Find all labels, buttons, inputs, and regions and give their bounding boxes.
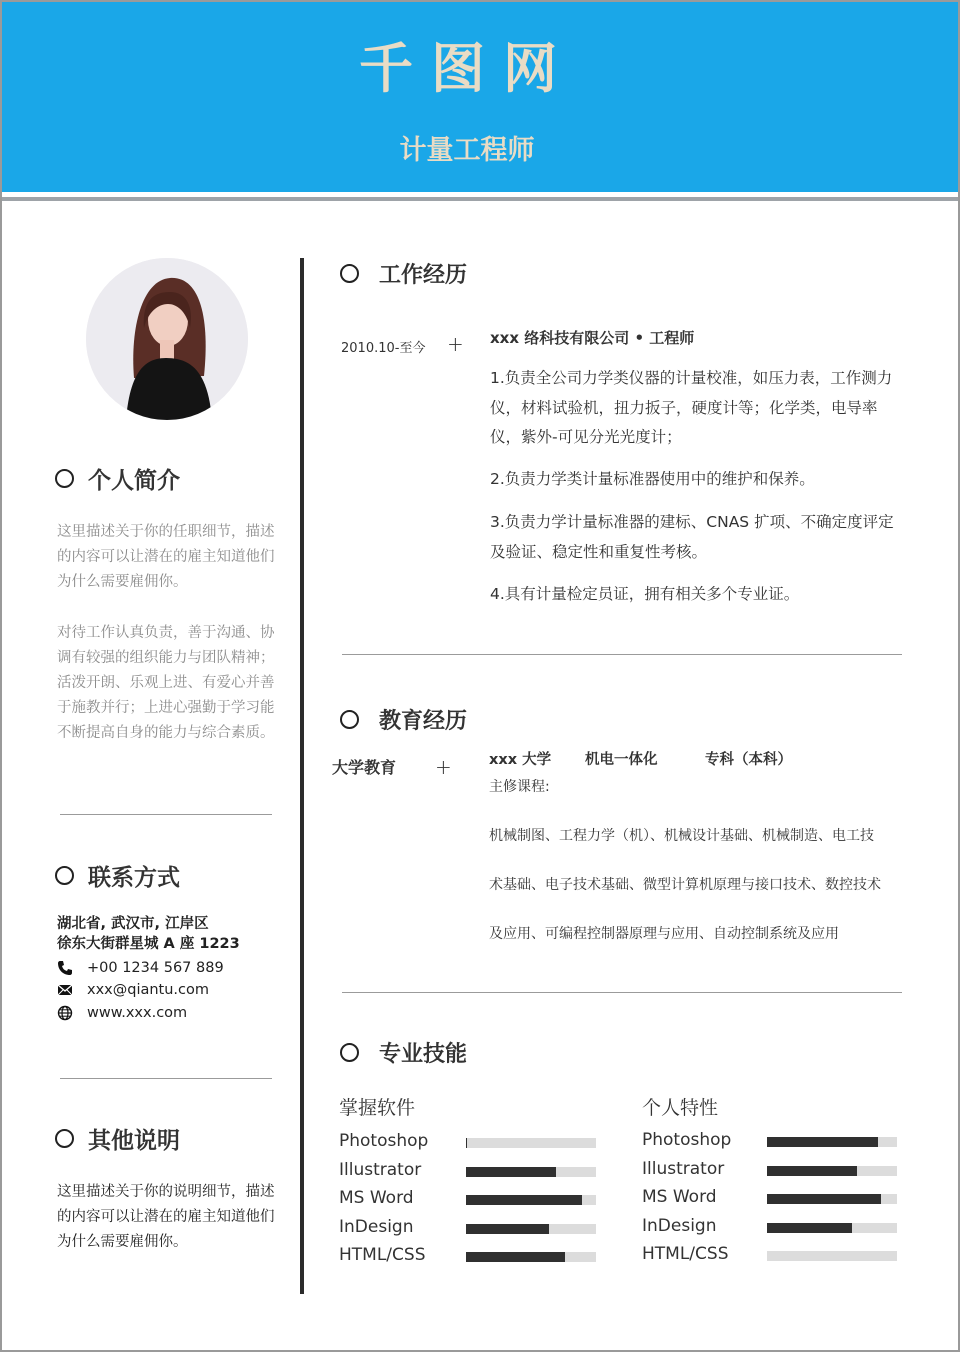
skill-bar-track bbox=[466, 1224, 596, 1234]
education-label: 大学教育 bbox=[332, 758, 397, 777]
phone-icon bbox=[57, 960, 73, 976]
skill-bar-fill bbox=[466, 1138, 467, 1148]
skill-bar-fill bbox=[466, 1224, 549, 1234]
contact-title: 联系方式 bbox=[88, 865, 180, 891]
skill-bar-fill bbox=[767, 1166, 857, 1176]
skill-bar-track bbox=[767, 1166, 897, 1176]
column-divider bbox=[300, 258, 304, 1294]
skill-bar-fill bbox=[767, 1223, 852, 1233]
profile-section-heading bbox=[55, 462, 180, 495]
skill-name: Photoshop bbox=[642, 1130, 732, 1150]
email-address[interactable]: xxx@qiantu.com bbox=[87, 982, 210, 998]
skill-bar-fill bbox=[466, 1252, 565, 1262]
skill-bar-track bbox=[767, 1223, 897, 1233]
header-role: 计量工程师 bbox=[399, 135, 535, 166]
skill-name: Photoshop bbox=[339, 1131, 429, 1151]
education-course-line: 术基础、电子技术基础、微型计算机原理与接口技术、数控技术 bbox=[489, 877, 881, 893]
skill-bar-fill bbox=[466, 1195, 582, 1205]
header-underline bbox=[2, 197, 958, 201]
education-plus: + bbox=[435, 755, 452, 779]
job-duty-3: 3.负责力学计量标准器的建标、CNAS 扩项、不确定度评定及验证、稳定性和重复性考核。 bbox=[490, 513, 894, 561]
contact-section-heading bbox=[55, 859, 180, 892]
skill-name: MS Word bbox=[339, 1188, 414, 1208]
circle-bullet-icon bbox=[340, 710, 359, 729]
education-section-heading bbox=[340, 704, 467, 735]
skill-bar-track bbox=[466, 1167, 596, 1177]
other-title: 其他说明 bbox=[88, 1128, 180, 1154]
contact-divider bbox=[60, 1078, 272, 1079]
website-row bbox=[57, 1005, 187, 1021]
skill-bar-fill bbox=[466, 1167, 556, 1177]
skill-name: InDesign bbox=[339, 1216, 414, 1237]
other-text: 这里描述关于你的说明细节，描述的内容可以让潜在的雇主知道他们为什么需要雇佣你。 bbox=[57, 1184, 275, 1250]
skill-bar-track bbox=[767, 1194, 897, 1204]
address-line-1: 湖北省, 武汉市, 江岸区 bbox=[57, 916, 209, 932]
work-divider bbox=[342, 654, 902, 655]
circle-bullet-icon bbox=[340, 264, 359, 283]
software-column-title: 掌握软件 bbox=[339, 1097, 416, 1119]
profile-paragraph-1: 这里描述关于你的任职细节，描述的内容可以让潜在的雇主知道他们为什么需要雇佣你。 bbox=[57, 524, 275, 590]
header-name: 千图网 bbox=[359, 37, 575, 100]
envelope-icon bbox=[57, 982, 73, 998]
skill-name: Illustrator bbox=[642, 1158, 725, 1179]
job-duty-4: 4.具有计量检定员证，拥有相关多个专业证。 bbox=[490, 585, 800, 603]
skill-bar-track bbox=[767, 1251, 897, 1261]
job-duty-2: 2.负责力学类计量标准器使用中的维护和保养。 bbox=[490, 470, 815, 488]
skill-bar-track bbox=[466, 1252, 596, 1262]
education-courses-label: 主修课程: bbox=[489, 779, 550, 795]
phone-row bbox=[57, 960, 224, 976]
traits-column-title: 个人特性 bbox=[642, 1097, 719, 1119]
work-title: 工作经历 bbox=[379, 263, 468, 288]
circle-bullet-icon bbox=[340, 1043, 359, 1062]
job-plus: + bbox=[447, 332, 464, 356]
skill-bar-track bbox=[466, 1195, 596, 1205]
job-date: 2010.10-至今 bbox=[341, 341, 426, 356]
skill-name: MS Word bbox=[642, 1187, 717, 1207]
globe-icon bbox=[57, 1005, 73, 1021]
skills-section-heading bbox=[340, 1037, 467, 1068]
skill-bar-track bbox=[466, 1138, 596, 1148]
skill-name: HTML/CSS bbox=[642, 1244, 729, 1264]
skills-title: 专业技能 bbox=[379, 1042, 468, 1067]
address-line-2: 徐东大街群星城 A 座 1223 bbox=[57, 936, 240, 952]
other-section-heading bbox=[55, 1122, 180, 1155]
job-company-title: xxx 络科技有限公司 • 工程师 bbox=[490, 329, 695, 347]
education-course-line: 及应用、可编程控制器原理与应用、自动控制系统及应用 bbox=[489, 926, 839, 942]
skill-bar-fill bbox=[767, 1137, 878, 1147]
website-url[interactable]: www.xxx.com bbox=[87, 1005, 188, 1021]
education-school: xxx 大学 bbox=[489, 752, 552, 768]
profile-title: 个人简介 bbox=[88, 468, 180, 494]
skill-name: HTML/CSS bbox=[339, 1245, 426, 1265]
job-duty-1: 1.负责全公司力学类仪器的计量校准，如压力表，工作测力仪，材料试验机，扭力扳子，硬度计等；化学类，电导率仪，紫外-可见分光光度计； bbox=[490, 369, 893, 446]
profile-divider bbox=[60, 814, 272, 815]
email-row bbox=[57, 982, 209, 998]
avatar-portrait bbox=[86, 258, 248, 420]
education-course-line: 机械制图、工程力学（机）、机械设计基础、机械制造、电工技 bbox=[489, 828, 874, 844]
circle-bullet-icon bbox=[55, 469, 74, 488]
profile-paragraph-2: 对待工作认真负责，善于沟通、协调有较强的组织能力与团队精神；活泼开朗、乐观上进、有爱心并善于施教并行；上进心强勤于学习能不断提高自身的能力与综合素质。 bbox=[57, 625, 275, 741]
education-title: 教育经历 bbox=[379, 709, 468, 734]
skill-bar-track bbox=[767, 1137, 897, 1147]
skill-bar-fill bbox=[767, 1194, 881, 1204]
phone-number[interactable]: +00 1234 567 889 bbox=[87, 960, 224, 976]
skill-name: Illustrator bbox=[339, 1159, 422, 1180]
work-section-heading bbox=[340, 258, 467, 289]
skill-name: InDesign bbox=[642, 1215, 717, 1236]
education-divider bbox=[342, 992, 902, 993]
education-major: 机电一体化 bbox=[585, 752, 658, 768]
education-degree: 专科（本科） bbox=[705, 752, 792, 768]
avatar bbox=[86, 258, 248, 420]
circle-bullet-icon bbox=[55, 1129, 74, 1148]
circle-bullet-icon bbox=[55, 866, 74, 885]
